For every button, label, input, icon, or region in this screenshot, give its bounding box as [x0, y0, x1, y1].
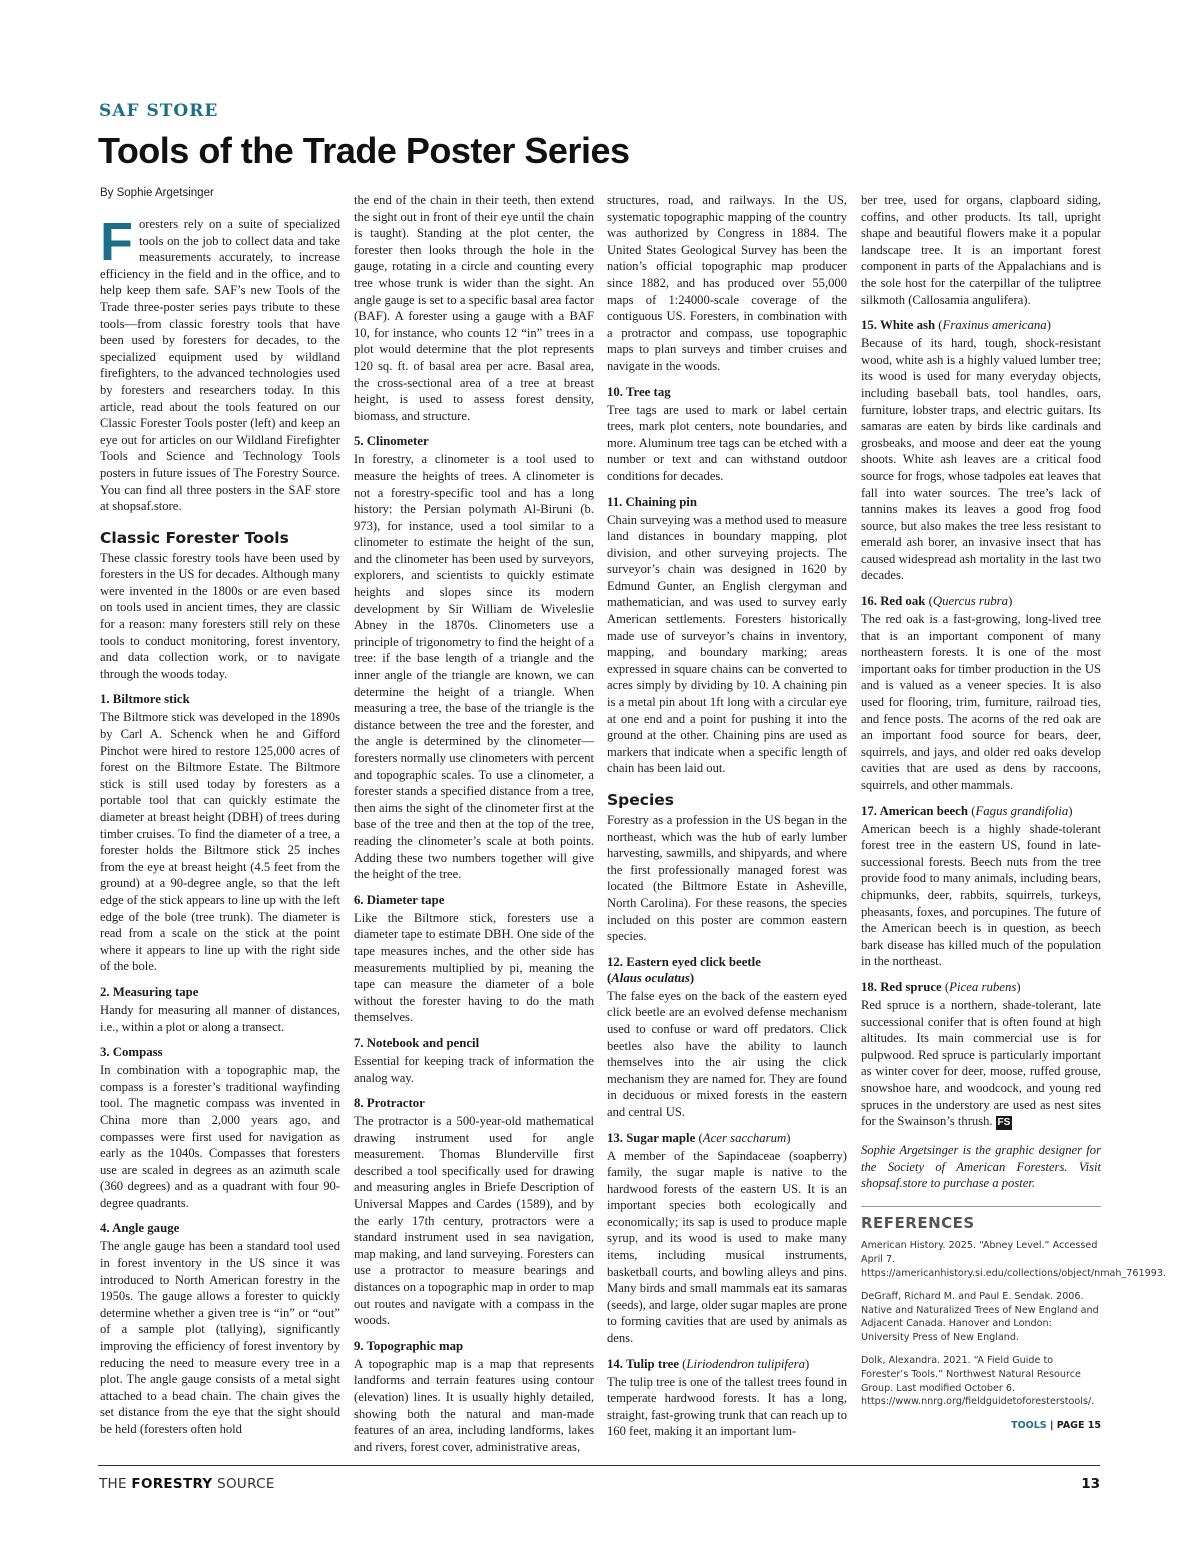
species-intro: Forestry as a profession in the US began in the northeast, which was the hub of early lumber harvesting, sawmills, and shipyards, and where the first professionally managed forest was located (the Biltmore Estate in Asheville, North Carolina). For these reasons, the species included on this poster are common eastern species.: [607, 813, 847, 944]
references-heading: REFERENCES: [861, 1213, 975, 1232]
tool-text: In combination with a topographic map, the compass is a forester’s traditional wayfinding tool. The magnetic compass was invented in China more than 2,000 years ago, and compasses were first used for navigation as early as the 1040s. Compasses that foresters use are scaled in degrees as an azimuth scale (360 degrees) and as a quadrant with four 90-degree quadrants.: [100, 1063, 340, 1210]
species-heading: 18. Red spruce (Picea rubens): [861, 979, 1021, 994]
species-text: The false eyes on the back of the eastern eyed click beetle are an evolved defense mechanism used to confuse or ward off predators. Click beetles also have the ability to launch themselves into the air using the click mechanism they are named for. They are found in deciduous or mixed forests in the eastern and central US.: [607, 988, 847, 1119]
species-heading: 15. White ash (Fraxinus americana): [861, 318, 1051, 333]
drop-cap: F: [100, 212, 133, 272]
tool-heading: 2. Measuring tape: [100, 984, 199, 999]
tool-heading: 4. Angle gauge: [100, 1221, 180, 1236]
tool-heading: 10. Tree tag: [607, 384, 671, 399]
tool-heading: 7. Notebook and pencil: [354, 1035, 480, 1050]
column-4: [861, 192, 1166, 1435]
species-text: The red oak is a fast-growing, long-lived tree that is an important component of many northeastern forests. It is one of the most important oaks for timber production in the US and is valued as a veneer species. It is also used for flooring, trim, furniture, railroad ties, and fence posts. The acorns of the red oak are an important food source for bears, deer, squirrels, and jays, and older red oaks develop cavities that are used as dens by raccoons, squirrels, and other mammals.: [861, 612, 1101, 792]
tool-heading: 8. Protractor: [354, 1096, 425, 1111]
species-text-continuation: ber tree, used for organs, clapboard siding, coffins, and other products. Its tall, upright shape and beautiful flowers make it a popular landscape tree. It is an important forest component in parts of the Appalachians and is the sole host for the caterpillar of the tuliptree silkmoth (Callosamia angulifera).: [861, 193, 1101, 307]
species-text: Red spruce is a northern, shade-tolerant, late successional conifer that is often found at high altitudes. Its main commercial use is for pulpwood. Red spruce is particularly important as winter cover for deer, moose, ruffed grouse, snowshoe hare, and woodcock, and young red spruces in the understory are used as nest sites for the Swainson’s thrush. FS: [861, 997, 1101, 1129]
tool-text: Tree tags are used to mark or label certain trees, mark plot centers, note boundaries, and more. Aluminum tree tags can be etched with a number or text and can withstand outdoor conditions for decades.: [607, 402, 847, 483]
intro-text: oresters rely on a suite of specialized tools on the job to collect data and take measurements accurately, to increase efficiency in the field and in the office, and to help keep them safe. SAF’s new Tools of the Trade three-poster series pays tribute to these tools—from classic forestry tools that have been used by foresters for decades, to the specialized equipment used by wildland firefighters, to the advanced technologies used by foresters and researchers today. In this article, read about the tools featured on our Classic Forester Tools poster (left) and keep an eye out for articles on our Wildland Firefighter Tools and Science and Technology Tools posters in future issues of The Forestry Source. You can find all three posters in the SAF store at shopsaf.store.: [100, 217, 340, 514]
tool-heading: 9. Topographic map: [354, 1338, 464, 1353]
byline: By Sophie Argetsinger: [100, 187, 214, 199]
species-text: American beech is a highly shade-tolerant forest tree in the eastern US, found in late-successional forests. Beech nuts from the tree provide food to many animals, including bears, chipmunks, deer, rabbits, squirrels, turkeys, pheasants, foxes, and porcupines. The future of the American beech is in question, as beech bark disease has killed much of the population in the northeast.: [861, 821, 1101, 969]
column-2: [354, 192, 594, 1458]
species-heading: 12. Eastern eyed click beetle (Alaus oculatus): [607, 954, 761, 985]
tool-text-continuation: the end of the chain in their teeth, then extend the sight out in front of their eye until the chain is taught). Standing at the plot center, the forester then looks through the hole in the gauge, rotating in a circle and counting every tree whose trunk is wider than the sight. An angle gauge is set to a specific basal area factor (BAF). A forester using a gauge with a BAF 10, for instance, who counts 12 “in” trees in a plot would determine that the plot represents 120 sq. ft. of basal area per acre. Basal area, the cross-sectional area of a tree at breast height, is used to assess forest density, biomass, and structure.: [354, 193, 594, 423]
species-text: A member of the Sapindaceae (soapberry) family, the sugar maple is native to the hardwood forests of the eastern US. It is an important species both ecologically and economically; its sap is used to produce maple syrup, and its wood is used to make many items, including musical instruments, basketball courts, and bowling alleys and pins. Many birds and small mammals eat its samaras (seeds), and large, older sugar maples are prone to forming cavities that are used by animals as dens.: [607, 1148, 848, 1346]
species-heading: 13. Sugar maple (Acer saccharum): [607, 1130, 791, 1145]
publication-name: THE FORESTRY SOURCE: [99, 1476, 275, 1492]
tool-heading: 11. Chaining pin: [607, 494, 697, 509]
species-heading: 16. Red oak (Quercus rubra): [861, 594, 1013, 609]
tool-text: The Biltmore stick was developed in the 1890s by Carl A. Schenck when he and Gifford Pinchot were hired to restore 125,000 acres of forest on the Biltmore Estate. The Biltmore stick is still used today by foresters as a portable tool that can quickly estimate the diameter at breast height (DBH) of trees during timber cruises. To find the diameter of a tree, a forester holds the Biltmore stick 25 inches from the eye at breast height (4.5 feet from the ground) at a 90-degree angle, so that the left edge of the stick appears to line up with the left edge of the bole (tree trunk). The diameter is read from a scale on the stick at the point where it appears to line up with the right side of the bole.: [100, 710, 340, 974]
species-text-continued: The tulip tree is one of the tallest trees found in temperate hardwood forests. It has a long, straight, fast-growing trunk that can reach up to 160 feet, making it an important lum-: [607, 1374, 847, 1439]
species-text: Because of its hard, tough, shock-resistant wood, white ash is a highly valued lumber tree; its wood is used for many everyday objects, including baseball bats, tool handles, oars, furniture, lobster traps, and electric guitars. Its samaras are eaten by birds like cardinals and grosbeaks, and moose and deer eat the young shoots. White ash leaves are a critical food source for frogs, whose tadpoles eat leaves that fall into water sources. The tree’s lack of tannins makes its leaves a good frog food source, but also makes the tree less resistant to emerald ash borer, an invasive insect that has caused widespread ash mortality in the last two decades.: [861, 336, 1101, 583]
reference-item: American History. 2025. “Abney Level.” Accessed April 7. https://americanhistory.si.edu/collections/object/nmah_761993.: [861, 1240, 1166, 1280]
classic-intro: These classic forestry tools have been used by foresters in the US for decades. Although many were invented in the 1800s or are even based on tools used in ancient times, they are classic for a reason: many foresters still rely on these tools to conduct monitoring, forest inventory, and data collection work, or to navigate through the woods today.: [100, 550, 340, 681]
article-title: Tools of the Trade Poster Series: [98, 130, 630, 171]
tool-text: In forestry, a clinometer is a tool used to measure the heights of trees. A clinometer is not a forestry-specific tool and has a long history: the Persian polymath Al-Biruni (b. 973), for instance, used a tool similar to a clinometer to estimate the height of the sun, and the clinometer has been used by surveyors, explorers, and scientists to quickly estimate heights and slopes since its modern development by Sir William de Wiveleslie Abney in the 1870s. Clinometers use a principle of trigonometry to find the height of a tree: if the base length of a triangle and the inner angle of the triangle are known, we can determine the height of a triangle. When measuring a tree, the base of the triangle is the distance between the tree and the forester, and the angle is determined by the clinometer—foresters normally use clinometers with percent and topographic scales. To use a clinometer, a forester stands a specified distance from a tree, then aims the sight of the clinometer first at the base of the tree and then at the top of the tree, reading the clinometer’s scale at both points. Adding these two numbers together will give the height of the tree.: [354, 452, 594, 882]
column-3: [607, 192, 847, 1443]
tool-heading: 1. Biltmore stick: [100, 692, 190, 707]
column-1: [100, 212, 340, 1441]
tool-text: Like the Biltmore stick, foresters use a diameter tape to estimate DBH. One side of the tape measures inches, and the other side has measurements multiplied by pi, meaning the tape can measure the diameter of a bole without the forester having to do the math themselves.: [354, 910, 594, 1025]
tool-text: The protractor is a 500-year-old mathematical drawing instrument used for angle measurement. Thomas Blunderville first described a tool specifically used for drawing and measuring angles in Briefe Description of Universal Mappes and Cardes (1589), and by the early 17th century, protractors were a standard instrument used in sea navigation, map making, and land surveying. Foresters can use a protractor to measure bearings and distances on a topographic map in order to map out routes and navigate with a compass in the woods.: [354, 1114, 594, 1328]
references-divider: [861, 1206, 1101, 1207]
tool-text: Essential for keeping track of information the analog way.: [354, 1053, 594, 1085]
tool-text-continuation: structures, road, and railways. In the US, systematic topographic mapping of the country was authorized by Congress in 1884. The United States Geological Survey has been the nation’s official topographic map producer since 1882, and has produced over 55,000 maps of 1:24000-scale coverage of the contiguous US. Foresters, in combination with a protractor and compass, use topographic maps to plan surveys and timber cruises and navigate in the woods.: [607, 193, 847, 373]
tool-text: Handy for measuring all manner of distances, i.e., within a plot or along a transect.: [100, 1002, 340, 1034]
tool-heading: 6. Diameter tape: [354, 892, 445, 907]
continued-link[interactable]: TOOLS | PAGE 15: [1011, 1420, 1101, 1432]
end-mark-icon: FS: [997, 1117, 1011, 1129]
tool-heading: 3. Compass: [100, 1045, 163, 1060]
species-heading: 14. Tulip tree (Liriodendron tulipifera): [607, 1356, 810, 1371]
author-bio: Sophie Argetsinger is the graphic designer for the Society of American Foresters. Visit shopsaf.store to purchase a poster.: [861, 1143, 1101, 1191]
tool-text-continued: The angle gauge has been a standard tool used in forest inventory in the US since it was introduced to North American forestry in the 1950s. The gauge allows a forester to quickly determine whether a given tree is “in” or “out” of a sample plot (tallying), significantly improving the efficiency of forest inventory by reducing the need to measure every tree in a plot. The angle gauge consists of a metal sight attached to a bead chain. The chain gives the set distance from the eye that the sight should be held (foresters often hold: [100, 1239, 340, 1436]
tool-text: Chain surveying was a method used to measure land distances in boundary mapping, plot division, and other surveying projects. The surveyor’s chain was designed in 1620 by Edmund Gunter, an English clergyman and mathematician, and was used to survey early American settlements. Foresters historically made use of surveyor’s chains in inventory, mapping, and boundary marking; areas expressed in square chains can be converted to acres simply by dividing by 10. A chaining pin is a metal pin about 1ft long with a circular eye at one end and a point for pushing it into the ground at the other. Chaining pins are used as markers that indicate when a specific length of chain has been laid out.: [607, 512, 847, 776]
reference-item: Dolk, Alexandra. 2021. “A Field Guide to Forester’s Tools.” Northwest Natural Resource Group. Last modified October 6. https://www.nnrg.org/fieldguidetoforesterstools/.: [861, 1355, 1095, 1408]
reference-item: DeGraff, Richard M. and Paul E. Sendak. 2006. Native and Naturalized Trees of New England and Adjacent Canada. Hanover and London: University Press of New England.: [861, 1290, 1099, 1344]
page-number: 13: [1081, 1476, 1100, 1492]
section-kicker: SAF STORE: [99, 101, 219, 121]
section-heading-species: Species: [607, 791, 675, 809]
tool-text-continued: A topographic map is a map that represents landforms and terrain features using contour (elevation) lines. It is usually highly detailed, showing both the natural and man-made features of an area, including landforms, lakes and rivers, forest cover, administrative areas,: [354, 1356, 594, 1454]
intro-paragraph: [100, 212, 340, 515]
section-heading-classic: Classic Forester Tools: [100, 528, 289, 547]
footer-rule: [98, 1465, 1100, 1466]
species-heading: 17. American beech (Fagus grandifolia): [861, 803, 1073, 818]
tool-heading: 5. Clinometer: [354, 434, 429, 449]
